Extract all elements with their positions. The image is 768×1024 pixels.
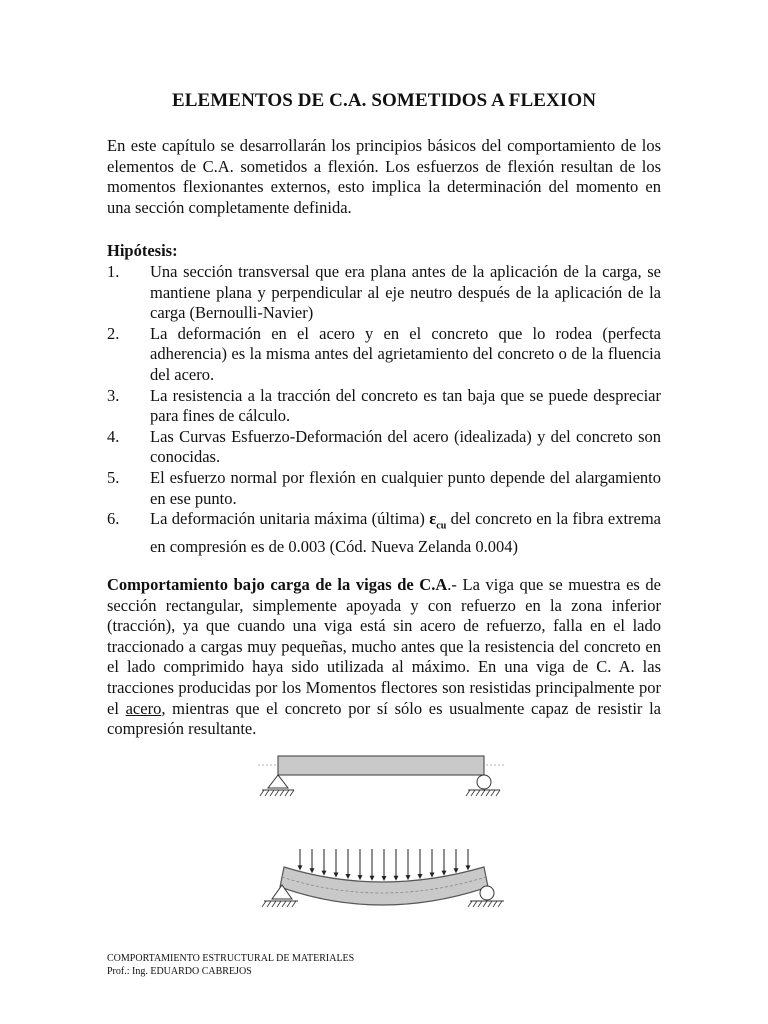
beam-unloaded-figure xyxy=(256,753,506,803)
load-arrow-icon xyxy=(298,849,303,870)
footer-course: COMPORTAMIENTO ESTRUCTURAL DE MATERIALES xyxy=(107,953,355,964)
load-arrow-icon xyxy=(394,849,399,881)
load-arrow-icon xyxy=(406,849,411,880)
hypotheses-heading: Hipótesis: xyxy=(107,241,178,260)
list-number: 5. xyxy=(107,467,120,487)
list-item xyxy=(107,262,661,324)
epsilon-subscript: cu xyxy=(436,520,447,532)
behavior-paragraph xyxy=(107,575,661,740)
load-arrow-icon xyxy=(454,849,459,873)
page-title: ELEMENTOS DE C.A. SOMETIDOS A FLEXION xyxy=(171,90,597,111)
load-arrow-icon xyxy=(466,849,471,870)
list-item xyxy=(107,386,661,427)
list-item xyxy=(107,468,661,509)
list-number: 4. xyxy=(107,426,120,446)
list-text: El esfuerzo normal por flexión en cualquier punto depende del alargamiento en ese punto. xyxy=(150,467,661,508)
load-arrow-icon xyxy=(442,849,447,876)
list-text: La resistencia a la tracción del concreto es tan baja que se puede despreciar para fines de cálculo. xyxy=(150,385,661,426)
epsilon-letter: ε xyxy=(429,509,437,529)
load-arrow-icon xyxy=(322,849,327,876)
behavior-heading-suffix: .- xyxy=(447,575,457,594)
list-text-after: del concreto en la fibra extrema en compresión es de 0.003 (Cód. Nueva Zelanda 0.004) xyxy=(150,509,662,557)
beam-loaded-figure xyxy=(256,845,506,913)
list-item xyxy=(107,509,661,557)
epsilon-cu-symbol xyxy=(429,509,447,532)
load-arrow-icon xyxy=(418,849,423,879)
load-arrow-icon xyxy=(310,849,315,873)
load-arrow-icon xyxy=(430,849,435,878)
list-number: 1. xyxy=(107,262,120,281)
load-arrow-icon xyxy=(334,849,339,878)
list-number: 2. xyxy=(107,323,120,343)
hypotheses-list xyxy=(107,262,661,558)
list-text: Una sección transversal que era plana antes de la aplicación de la carga, se mantiene plana y perpendicular al eje neutro después de la aplicación de la carga (Bernoulli-Navier) xyxy=(150,262,661,323)
load-arrow-icon xyxy=(358,849,363,880)
list-number: 6. xyxy=(107,509,120,529)
list-text-before: La deformación unitaria máxima (última) xyxy=(150,509,425,529)
roller-support-icon xyxy=(466,775,500,796)
underlined-word: acero xyxy=(125,698,162,718)
list-item xyxy=(107,427,661,468)
list-number: 3. xyxy=(107,385,120,405)
footer-professor: Prof.: Ing. EDUARDO CABREJOS xyxy=(107,966,252,977)
behavior-text-1: La viga que se muestra es de sección rectangular, simplemente apoyada y con refuerzo en la zona inferior (tracción), ya que cuando una viga está sin acero de refuerzo, falla en el lado traccionado a cargas muy pequeñas, mucho antes que la resistencia del concreto en el lado comprimido haya sido utilizada al máximo. En una viga de C. A. las tracciones producidas por los Momentos flectores son resistidas principalmente por el xyxy=(107,575,662,718)
pin-support-icon xyxy=(260,775,294,796)
beam-body xyxy=(278,756,484,775)
page-footer xyxy=(107,952,354,978)
load-arrow-icon xyxy=(370,849,375,881)
load-arrow-icon xyxy=(382,849,387,881)
load-arrow-icon xyxy=(346,849,351,879)
intro-paragraph: En este capítulo se desarrollarán los principios básicos del comportamiento de los elementos de C.A. sometidos a flexión. Los esfuerzos de flexión resultan de los momentos flexionantes externos, esto implica la determinación del momento en una sección completamente definida. xyxy=(107,136,661,217)
behavior-heading: Comportamiento bajo carga de la vigas de C.A xyxy=(107,575,448,594)
list-item xyxy=(107,324,661,386)
list-text: Las Curvas Esfuerzo-Deformación del acero (idealizada) y del concreto son conocidas. xyxy=(150,426,661,467)
list-text: La deformación en el acero y en el concreto que lo rodea (perfecta adherencia) es la misma antes del agrietamiento del concreto o de la fluencia del acero. xyxy=(150,323,661,384)
behavior-text-2: , mientras que el concreto por sí sólo es usualmente capaz de resistir la compresión resultante. xyxy=(107,698,661,739)
